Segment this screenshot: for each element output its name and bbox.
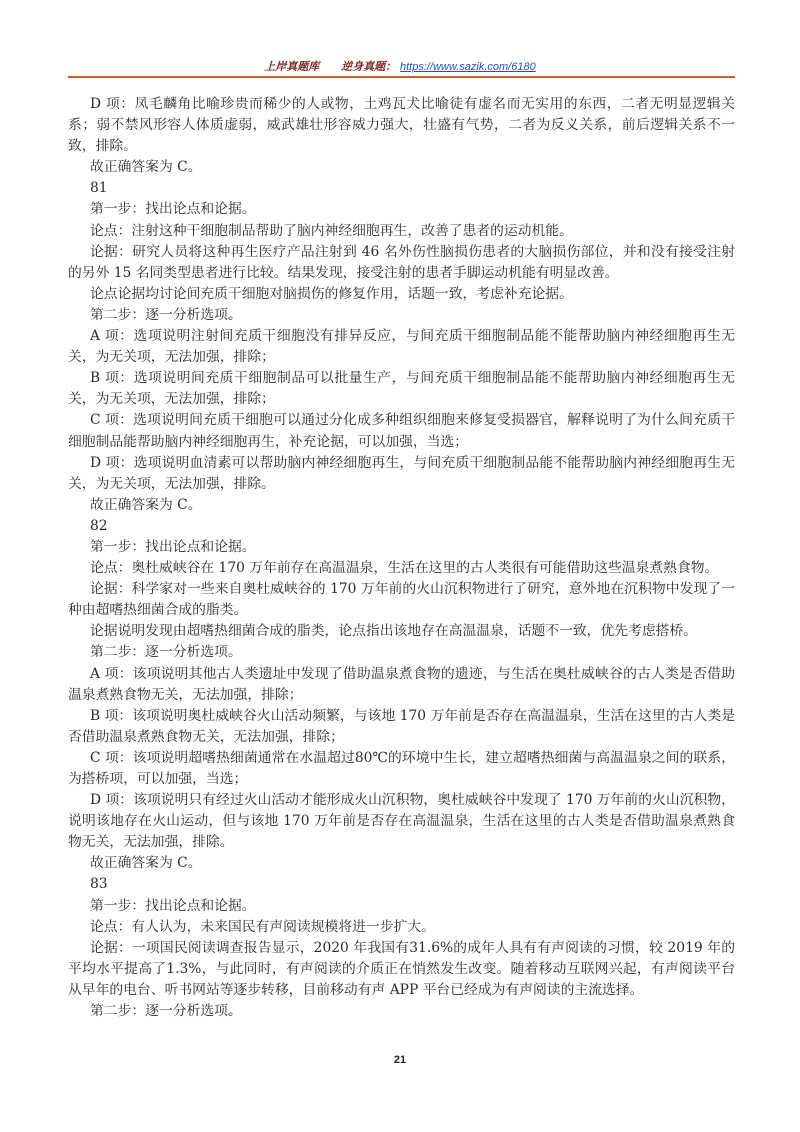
option-c-explanation: C 项：该项说明超嗜热细菌通常在水温超过80℃的环境中生长，建立超嗜热细菌与高温温泉之间的联系，为搭桥项，可以加强，当选；: [68, 749, 735, 787]
answer-line: 故正确答案为 C。: [90, 496, 202, 513]
header-link-label: 逆身真题：: [341, 60, 397, 73]
page-number: 21: [393, 1054, 407, 1066]
option-d-explanation: D 项：该项说明只有经过火山活动才能形成火山沉积物，奥杜威峡谷中发现了 170 万年前的火山沉积物，说明该地存在火山运动，但与该地 170 万年前是否存在高温温泉，生活在这里的古人类是否借助温泉煮熟食物无关，无法加强，排除。: [68, 792, 735, 851]
evidence-text: 论据：一项国民阅读调查报告显示，2020 年我国有31.6%的成年人具有有声阅读的习惯，较 2019 年的平均水平提高了1.3%，与此同时，有声阅读的介质正在悄然发生改变。随着移动互联网兴起，有声阅读平台从早年的电台、听书网站等逐步转移，目前移动有声 APP 平台已经成为有声阅读的主流选择。: [68, 939, 735, 998]
analysis-text: 论点论据均讨论间充质干细胞对脑损伤的修复作用，话题一致，考虑补充论据。: [90, 285, 573, 302]
option-b-explanation: B 项：该项说明奥杜威峡谷火山活动频繁，与该地 170 万年前是否存在高温温泉，生活在这里的古人类是否借助温泉煮熟食物无关，无法加强，排除；: [68, 707, 735, 745]
step-two-heading: 第二步：逐一分析选项。: [90, 644, 242, 661]
claim-text: 论点：有人认为，未来国民有声阅读规模将进一步扩大。: [90, 918, 435, 935]
evidence-text: 论据：研究人员将这种再生医疗产品注射到 46 名外伤性脑损伤患者的大脑损伤部位，并和没有接受注射的另外 15 名同类型患者进行比较。结果发现，接受注射的患者手脚运动机能有明显改善。: [68, 243, 735, 281]
option-c-explanation: C 项：选项说明间充质干细胞可以通过分化成多种组织细胞来修复受损器官，解释说明了为什么间充质干细胞制品能帮助脑内神经细胞再生，补充论据，可以加强，当选；: [68, 412, 735, 450]
option-d-explanation: D 项：凤毛麟角比喻珍贵而稀少的人或物，土鸡瓦犬比喻徒有虚名而无实用的东西，二者无明显逻辑关系；弱不禁风形容人体质虚弱，威武雄壮形容威力强大，壮盛有气势，二者为反义关系，前后逻辑关系不一致，排除。: [68, 96, 735, 155]
analysis-text: 论据说明发现由超嗜热细菌合成的脂类，论点指出该地存在高温温泉，话题不一致，优先考虑搭桥。: [90, 623, 698, 640]
option-a-explanation: A 项：选项说明注射间充质干细胞没有排异反应，与间充质干细胞制品能不能帮助脑内神经细胞再生无关，为无关项，无法加强，排除；: [68, 328, 735, 366]
step-one-heading: 第一步：找出论点和论据。: [90, 201, 256, 218]
header-site-name: 上岸真题库: [264, 60, 320, 73]
header-divider: [68, 76, 735, 78]
step-two-heading: 第二步：逐一分析选项。: [90, 1003, 242, 1020]
question-number: 81: [90, 180, 108, 197]
question-82: [68, 516, 735, 875]
step-two-heading: 第二步：逐一分析选项。: [90, 306, 242, 323]
question-number: 82: [90, 517, 108, 534]
option-d-explanation: D 项：选项说明血清素可以帮助脑内神经细胞再生，与间充质干细胞制品能不能帮助脑内神经细胞再生无关，为无关项，无法加强，排除。: [68, 454, 735, 492]
answer-line: 故正确答案为 C。: [90, 855, 202, 872]
option-b-explanation: B 项：选项说明间充质干细胞制品可以批量生产，与间充质干细胞制品能不能帮助脑内神经细胞再生无关，为无关项，无法加强，排除；: [68, 370, 735, 408]
page-header: [0, 60, 800, 74]
option-a-explanation: A 项：该项说明其他古人类遗址中发现了借助温泉煮食物的遗迹，与生活在奥杜威峡谷的古人类是否借助温泉煮熟食物无关，无法加强，排除；: [68, 665, 735, 703]
claim-text: 论点：注射这种干细胞制品帮助了脑内神经细胞再生，改善了患者的运动机能。: [90, 222, 573, 239]
step-one-heading: 第一步：找出论点和论据。: [90, 897, 256, 914]
claim-text: 论点：奥杜威峡谷在 170 万年前存在高温温泉，生活在这里的古人类很有可能借助这些温泉煮熟食物。: [90, 560, 719, 577]
question-83: [68, 874, 735, 1022]
step-one-heading: 第一步：找出论点和论据。: [90, 538, 256, 555]
evidence-text: 论据：科学家对一些来自奥杜威峡谷的 170 万年前的火山沉积物进行了研究，意外地在沉积物中发现了一种由超嗜热细菌合成的脂类。: [68, 581, 735, 619]
question-81: [68, 178, 735, 516]
answer-line: 故正确答案为 C。: [90, 159, 202, 176]
question-number: 83: [90, 876, 108, 893]
document-body: [68, 94, 735, 1022]
header-url-link[interactable]: https://www.sazik.com/6180: [399, 61, 536, 73]
